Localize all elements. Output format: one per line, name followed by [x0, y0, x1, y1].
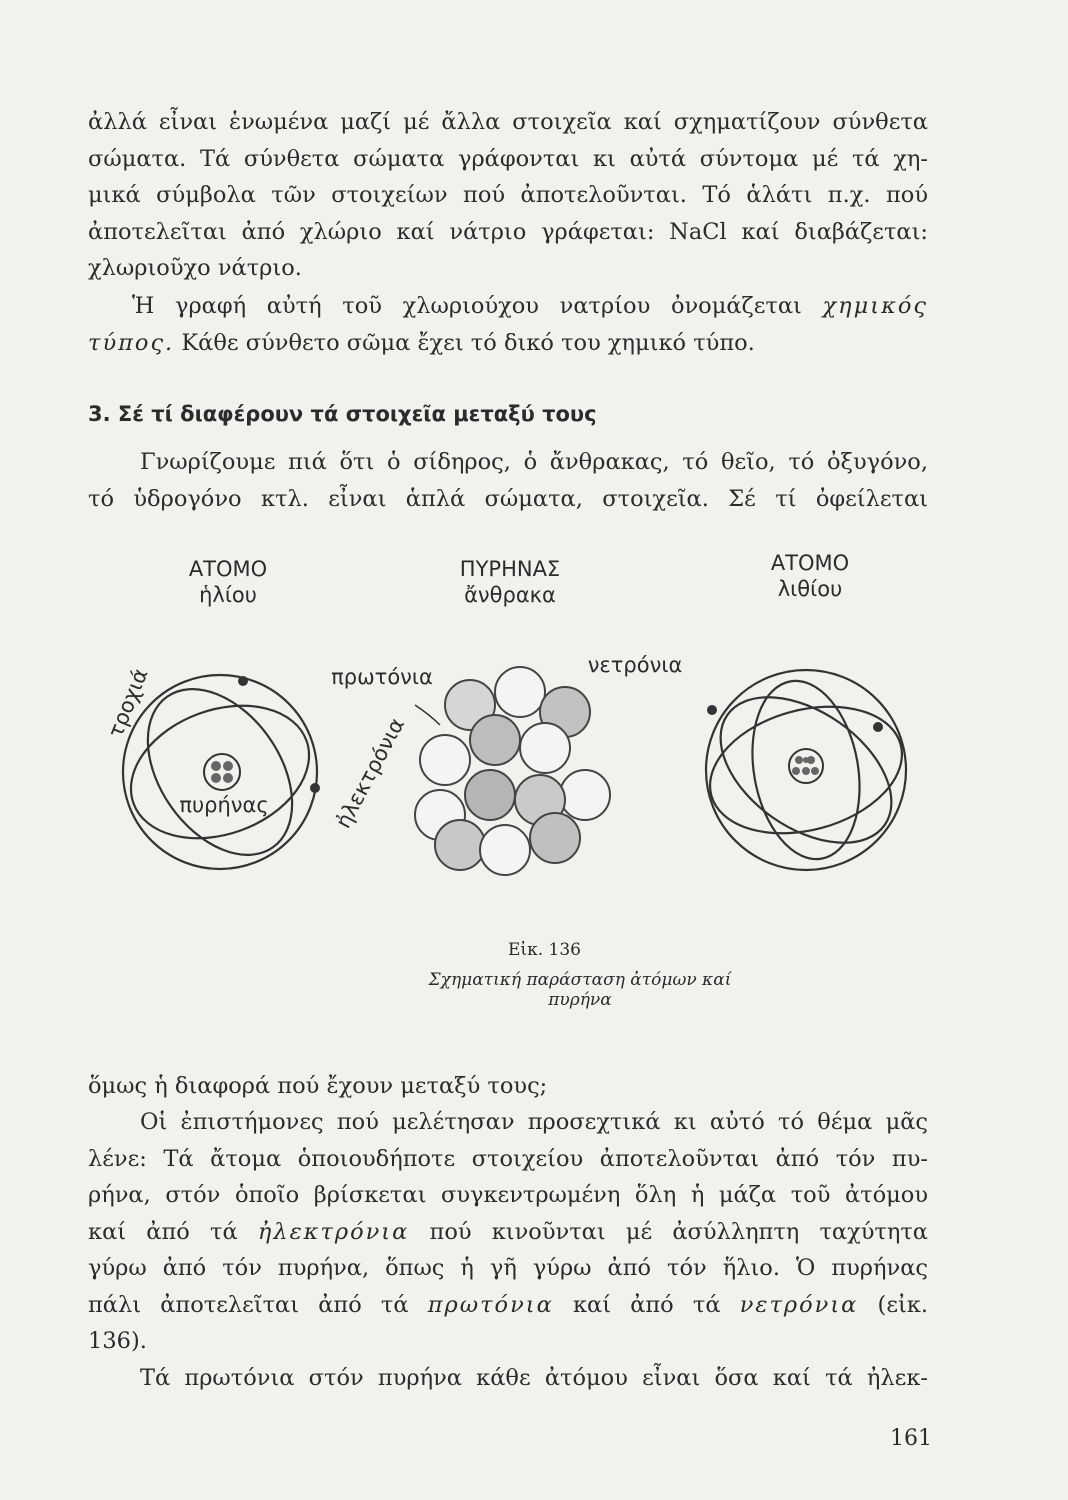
text-line: Γνωρίζουμε πιά ὅτι ὁ σίδηρος, ὁ ἄνθρακας, τό θεῖο, τό ὀξυγόνο,	[140, 449, 928, 475]
term-protons: πρωτόνια	[427, 1291, 554, 1318]
text-run: πάλι ἀποτελεῖται ἀπό τά	[88, 1291, 409, 1318]
figure-number: Εἰκ. 136	[508, 940, 581, 960]
text-run: καί ἀπό τά	[572, 1291, 721, 1318]
term-neutrons: νετρόνια	[739, 1291, 859, 1318]
text-run: Ἡ γραφή αὐτή τοῦ χλωριούχου νατρίου ὀνομάζεται	[132, 293, 802, 319]
lithium-electron	[873, 722, 883, 732]
text-line: Οἱ ἐπιστήμονες πού μελέτησαν προσεχτικά κι αὐτό τό θέμα μᾶς	[140, 1109, 928, 1135]
paragraph-5	[88, 1104, 928, 1360]
left-subtitle-text: ἡλίου	[199, 583, 257, 607]
text-run: καί ἀπό τά	[88, 1218, 238, 1245]
text-line: μικά σύμβολα τῶν στοιχείων πού ἀποτελοῦνται. Τό ἁλάτι π.χ. πού	[88, 182, 928, 208]
term-chemical-formula: χημικός	[822, 293, 928, 319]
label-nucleus: πυρήνας	[179, 793, 269, 817]
helium-nucleus	[211, 761, 233, 783]
text-line	[88, 1287, 928, 1324]
text-run: πού κινοῦνται μέ ἀσύλληπτη ταχύτητα	[429, 1218, 928, 1245]
carbon-nucleus	[415, 667, 610, 875]
text-line: τό ὑδρογόνο κτλ. εἶναι ἁπλά σώματα, στοιχεῖα. Σέ τί ὀφείλεται	[88, 485, 928, 512]
label-neutrons: νετρόνια	[587, 653, 683, 677]
term-electrons: ἠλεκτρόνια	[257, 1218, 410, 1245]
label-protons: πρωτόνια	[331, 665, 433, 689]
helium-electron	[238, 676, 248, 686]
text-line: λένε: Τά ἄτομα ὁποιουδήποτε στοιχείου ἀποτελοῦνται ἀπό τόν πυ-	[88, 1145, 928, 1172]
helium-electron	[310, 783, 320, 793]
text-line: 136).	[88, 1328, 147, 1354]
figure-caption: Σχηματική παράσταση ἀτόμων καί πυρήνα	[428, 970, 732, 1010]
lithium-nucleus	[792, 756, 819, 775]
lithium-electron	[707, 705, 717, 715]
text-line: Τά πρωτόνια στόν πυρήνα κάθε ἀτόμου εἶναι ὅσα καί τά ἠλεκ-	[140, 1365, 928, 1391]
right-subtitle-text: λιθίου	[777, 577, 843, 601]
label-orbit: τροχιά	[103, 665, 153, 741]
right-title-text: ΑΤΟΜΟ	[770, 551, 850, 575]
text-line: γύρω ἀπό τόν πυρήνα, ὅπως ἡ γῆ γύρω ἀπό τόν ἥλιο. Ὁ πυρήνας	[88, 1255, 928, 1281]
text-line: ὅμως ἡ διαφορά πού ἔχουν μεταξύ τους;	[88, 1073, 548, 1099]
text-line: χλωριοῦχο νάτριο.	[88, 255, 302, 281]
center-title-text: ΠΥΡΗΝΑΣ	[459, 557, 561, 581]
center-subtitle-text: ἄνθρακα	[464, 583, 556, 607]
paragraph-6	[88, 1360, 928, 1397]
text-line: ρήνα, στόν ὁποῖο βρίσκεται συγκεντρωμένη ὅλη ἡ μάζα τοῦ ἀτόμου	[88, 1182, 928, 1208]
text-run: Κάθε σύνθετο σῶμα ἔχει τό δικό του χημικό τύπο.	[181, 329, 755, 356]
text-line: σώματα. Τά σύνθετα σώματα γράφονται κι αὐτά σύντομα μέ τά χη-	[88, 145, 928, 172]
label-electrons: ἠλεκτρόνια	[331, 713, 409, 833]
text-run: (εἰκ.	[877, 1291, 929, 1318]
page-number: 161	[890, 1426, 932, 1451]
left-title-text: ΑΤΟΜΟ	[188, 557, 268, 581]
pointer-line	[415, 705, 440, 725]
text-line	[88, 1214, 928, 1251]
text-line: ἀλλά εἶναι ἑνωμένα μαζί μέ ἄλλα στοιχεῖα καί σχηματίζουν σύνθετα	[88, 109, 928, 135]
term-chemical-formula-2: τύπος.	[88, 329, 175, 356]
text-line: ἀποτελεῖται ἀπό χλώριο καί νάτριο γράφεται: NaCl καί διαβάζεται:	[88, 218, 928, 245]
section-heading: 3. Σέ τί διαφέρουν τά στοιχεῖα μεταξύ τους	[88, 402, 597, 426]
paragraph-4	[88, 1068, 928, 1105]
